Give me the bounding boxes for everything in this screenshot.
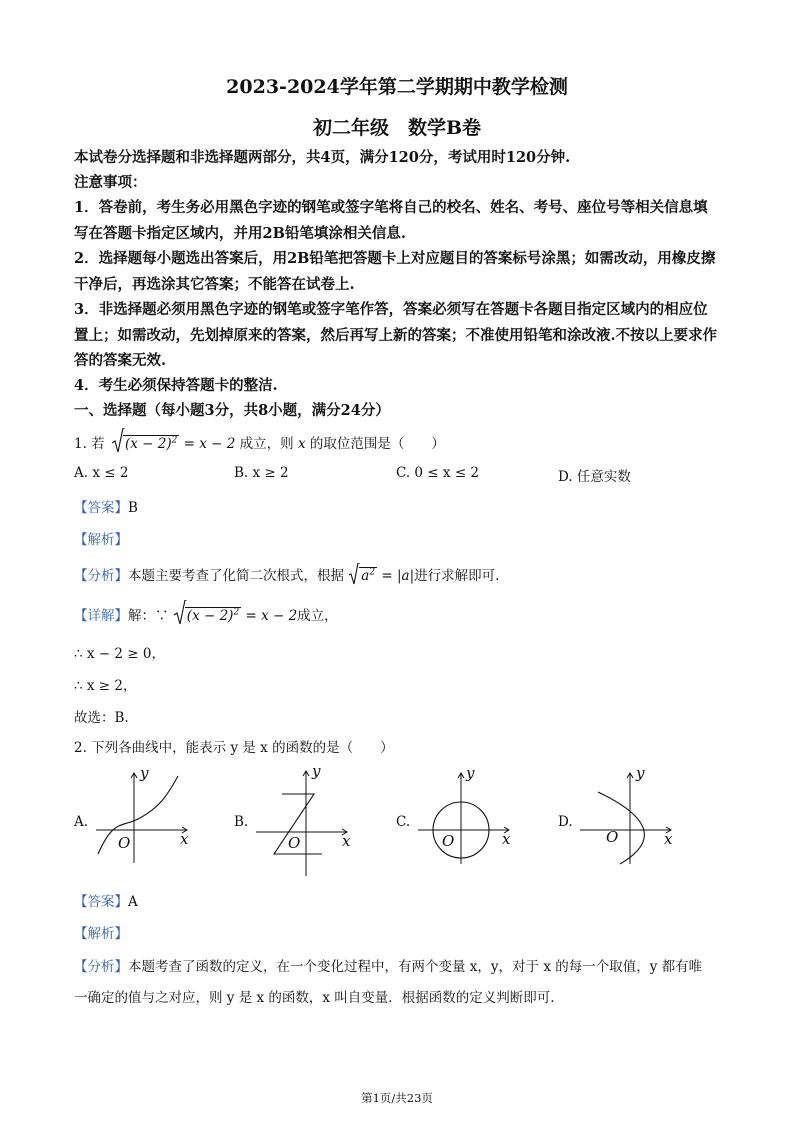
note-3: 3．非选择题必须用黑色字迹的钢笔或签字笔作答，答案必须写在答题卡各题目指定区域内的相应位置上；如需改动，先划掉原来的答案，然后再写上新的答案；不准使用铅笔和涂改液.不按以上要求作答的答案无效.	[74, 301, 718, 369]
graph-a-y-label: y	[140, 764, 149, 782]
section-heading: 一、选择题（每小题3分，共8小题，满分24分）	[74, 402, 390, 419]
graph-a-x-label: x	[180, 830, 189, 848]
q1-step-2: ∴ x ≥ 2，	[74, 678, 137, 694]
fenxi-tail: 进行求解即可.	[414, 568, 500, 584]
detail-tag: 【详解】	[74, 608, 128, 624]
q1-var: x	[297, 436, 306, 452]
intro-line: 本试卷分选择题和非选择题两部分，共4页，满分120分，考试用时120分钟.	[74, 149, 571, 166]
q2-analysis-tag: 【解析】	[74, 926, 128, 942]
note-4: 4．考生必须保持答题卡的整洁.	[74, 377, 278, 394]
q1-option-d: D. 任意实数	[558, 469, 631, 485]
note-1: 1．答卷前，考生务必用黑色字迹的钢笔或签字笔将自己的校名、姓名、考号、座位号等相关信息填写在答题卡指定区域内，并用2B铅笔填涂相关信息.	[74, 199, 708, 242]
detail-radical	[173, 608, 241, 625]
q1-detail-line	[74, 604, 338, 624]
graph-c-y-label: y	[466, 764, 475, 782]
graph-d-origin-label: O	[606, 828, 619, 846]
graph-d-letter: D.	[558, 814, 573, 830]
graph-d-x-label: x	[664, 830, 673, 848]
sqrt-sign-icon	[173, 600, 187, 626]
graph-a	[74, 764, 204, 868]
fenxi-tag: 【分析】	[74, 959, 128, 975]
graph-a-origin-label: O	[118, 834, 131, 852]
exam-subtitle: 初二年级 数学B卷	[312, 117, 482, 139]
q2-fenxi-line-2: 一确定的值与之对应，则 y 是 x 的函数，x 叫自变量．根据函数的定义判断即可.	[74, 990, 555, 1006]
graph-b-y-label: y	[312, 762, 321, 780]
graph-b-origin-label: O	[288, 834, 301, 852]
q1-fenxi-line	[74, 564, 499, 584]
detail-exp: 2	[233, 607, 240, 618]
q1-option-b: B. x ≥ 2	[234, 465, 289, 481]
q1-answer: B	[128, 500, 138, 516]
graph-d	[558, 764, 688, 866]
detail-radicand: (x − 2)	[186, 608, 234, 624]
graph-d-plot	[558, 770, 688, 866]
graph-a-curve	[98, 776, 178, 854]
q1-exp: 2	[171, 435, 178, 446]
fenxi-exp: 2	[369, 567, 376, 578]
graph-a-letter: A.	[74, 814, 89, 830]
graph-b	[234, 762, 364, 878]
q1-tail: 的取位范围是（ ）	[309, 436, 445, 452]
fenxi-radical	[348, 568, 377, 585]
graph-c-origin-label: O	[442, 832, 455, 850]
fenxi-radicand: a	[361, 568, 370, 584]
q1-radical	[111, 436, 179, 453]
detail-rhs: = x − 2	[241, 608, 298, 624]
q2-fenxi-line-1	[74, 955, 702, 975]
q1-after: 成立，则	[239, 436, 294, 452]
q1-conclusion: 故选：B.	[74, 710, 129, 726]
graph-d-parabola	[598, 792, 644, 864]
q1-fenxi-text: 本题主要考查了化简二次根式，根据	[128, 568, 344, 584]
graph-d-y-label: y	[636, 764, 645, 782]
q1-option-a: A. x ≤ 2	[74, 465, 129, 481]
q1-option-c: C. 0 ≤ x ≤ 2	[396, 465, 480, 481]
graph-b-letter: B.	[234, 814, 249, 830]
graph-c-x-label: x	[502, 830, 511, 848]
detail-text: 解：∵	[128, 608, 169, 624]
sqrt-sign-icon	[348, 563, 360, 585]
q2-fenxi-text-1: 本题考查了函数的定义，在一个变化过程中，有两个变量 x，y，对于 x 的每一个取值，y 都有唯	[128, 959, 703, 975]
q1-number: 1. 若	[74, 436, 105, 452]
q2-answer: A	[128, 894, 138, 910]
graph-b-plot	[234, 766, 364, 878]
note-2: 2．选择题每小题选出答案后，用2B铅笔把答题卡上对应题目的答案标号涂黑；如需改动，用橡皮擦干净后，再选涂其它答案；不能答在试卷上.	[74, 250, 716, 293]
q1-answer-line	[74, 496, 138, 516]
fenxi-rhs: = |a|	[377, 568, 415, 584]
graph-c	[396, 764, 526, 866]
exam-title: 2023-2024学年第二学期期中教学检测	[226, 76, 568, 98]
q1-stem	[74, 432, 445, 452]
q2-answer-line	[74, 890, 138, 910]
sqrt-sign-icon	[111, 428, 125, 454]
graph-c-plot	[396, 770, 526, 866]
answer-tag: 【答案】	[74, 894, 128, 910]
fenxi-tag: 【分析】	[74, 568, 128, 584]
q1-rhs: = x − 2	[183, 436, 236, 452]
q2-stem: 2. 下列各曲线中，能表示 y 是 x 的函数的是（ ）	[74, 740, 394, 756]
answer-tag: 【答案】	[74, 500, 128, 516]
q1-analysis-tag: 【解析】	[74, 532, 128, 548]
graph-c-letter: C.	[396, 814, 411, 830]
q1-radicand: (x − 2)	[124, 436, 172, 452]
graph-b-x-label: x	[342, 832, 351, 850]
q1-step-1: ∴ x − 2 ≥ 0，	[74, 646, 165, 662]
page-footer: 第1页/共23页	[361, 1091, 433, 1105]
detail-tail: 成立，	[297, 608, 338, 624]
graph-a-plot	[74, 768, 204, 868]
notes-title: 注意事项：	[74, 174, 147, 191]
